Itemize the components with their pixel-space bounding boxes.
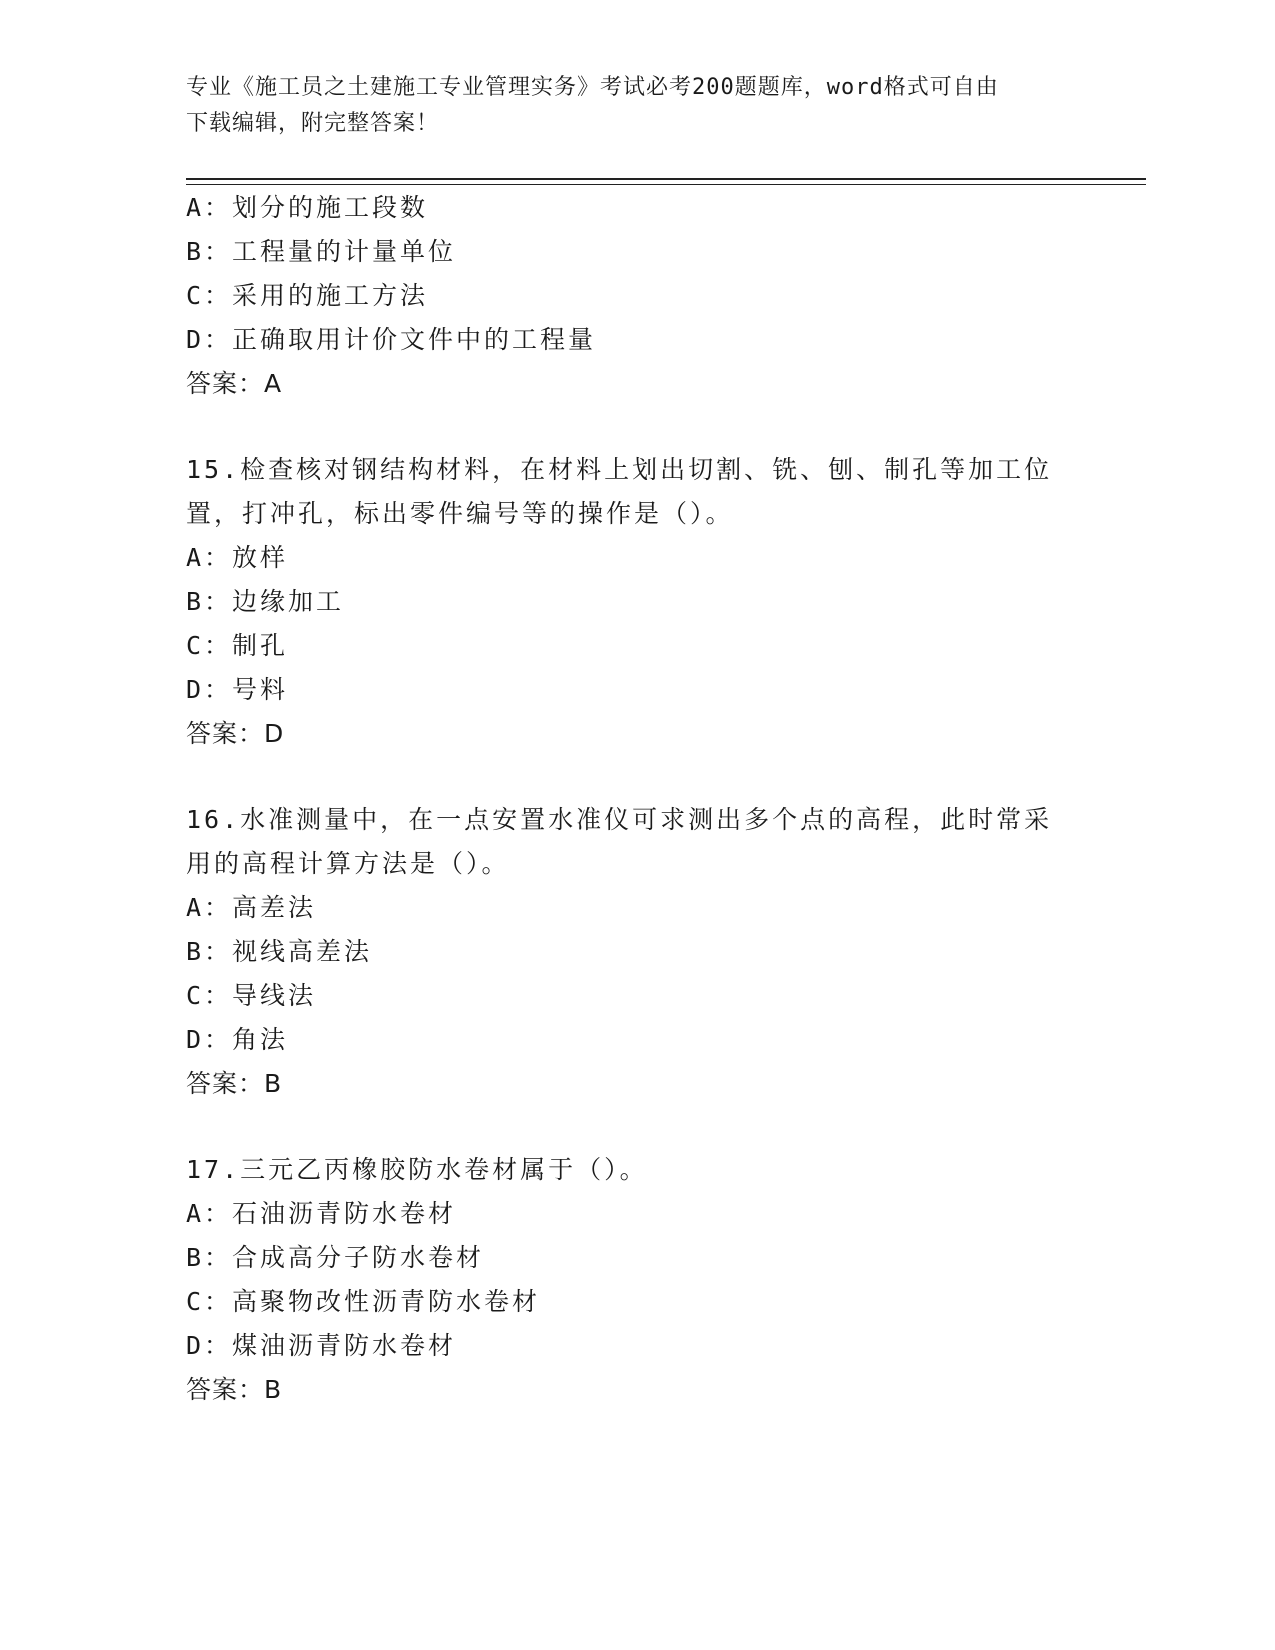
header-line-1: 专业《施工员之土建施工专业管理实务》考试必考200题题库，word格式可自由 <box>186 75 999 100</box>
option-d: D：煤油沥青防水卷材 <box>186 1331 457 1360</box>
question-text-continued: 置，打冲孔，标出零件编号等的操作是（）。 <box>186 499 734 528</box>
option-c: C：采用的施工方法 <box>186 281 429 310</box>
option-c: C：制孔 <box>186 631 289 660</box>
header-line-2: 下载编辑，附完整答案！ <box>186 111 440 136</box>
question-text: 16.水准测量中，在一点安置水准仪可求测出多个点的高程，此时常采 <box>186 805 1053 834</box>
option-d: D：号料 <box>186 675 289 704</box>
option-a: A：放样 <box>186 543 289 572</box>
question-text: 15.检查核对钢结构材料，在材料上划出切割、铣、刨、制孔等加工位 <box>186 455 1053 484</box>
question-text: 17.三元乙丙橡胶防水卷材属于（）。 <box>186 1155 648 1184</box>
question-text-continued: 用的高程计算方法是（）。 <box>186 849 510 878</box>
answer: 答案：B <box>186 1069 283 1098</box>
option-c: C：导线法 <box>186 981 317 1010</box>
option-a: A：石油沥青防水卷材 <box>186 1199 457 1228</box>
answer: 答案：B <box>186 1375 283 1404</box>
option-b: B：边缘加工 <box>186 587 345 616</box>
option-c: C：高聚物改性沥青防水卷材 <box>186 1287 541 1316</box>
header-divider-thin <box>186 184 1146 185</box>
answer: 答案：A <box>186 369 283 398</box>
header-divider-thick <box>186 178 1146 180</box>
document-header <box>186 70 1086 142</box>
answer: 答案：D <box>186 719 285 748</box>
option-a: A：划分的施工段数 <box>186 193 429 222</box>
option-d: D：角法 <box>186 1025 289 1054</box>
option-b: B：工程量的计量单位 <box>186 237 457 266</box>
option-b: B：合成高分子防水卷材 <box>186 1243 485 1272</box>
option-a: A：高差法 <box>186 893 317 922</box>
option-b: B：视线高差法 <box>186 937 373 966</box>
option-d: D：正确取用计价文件中的工程量 <box>186 325 597 354</box>
